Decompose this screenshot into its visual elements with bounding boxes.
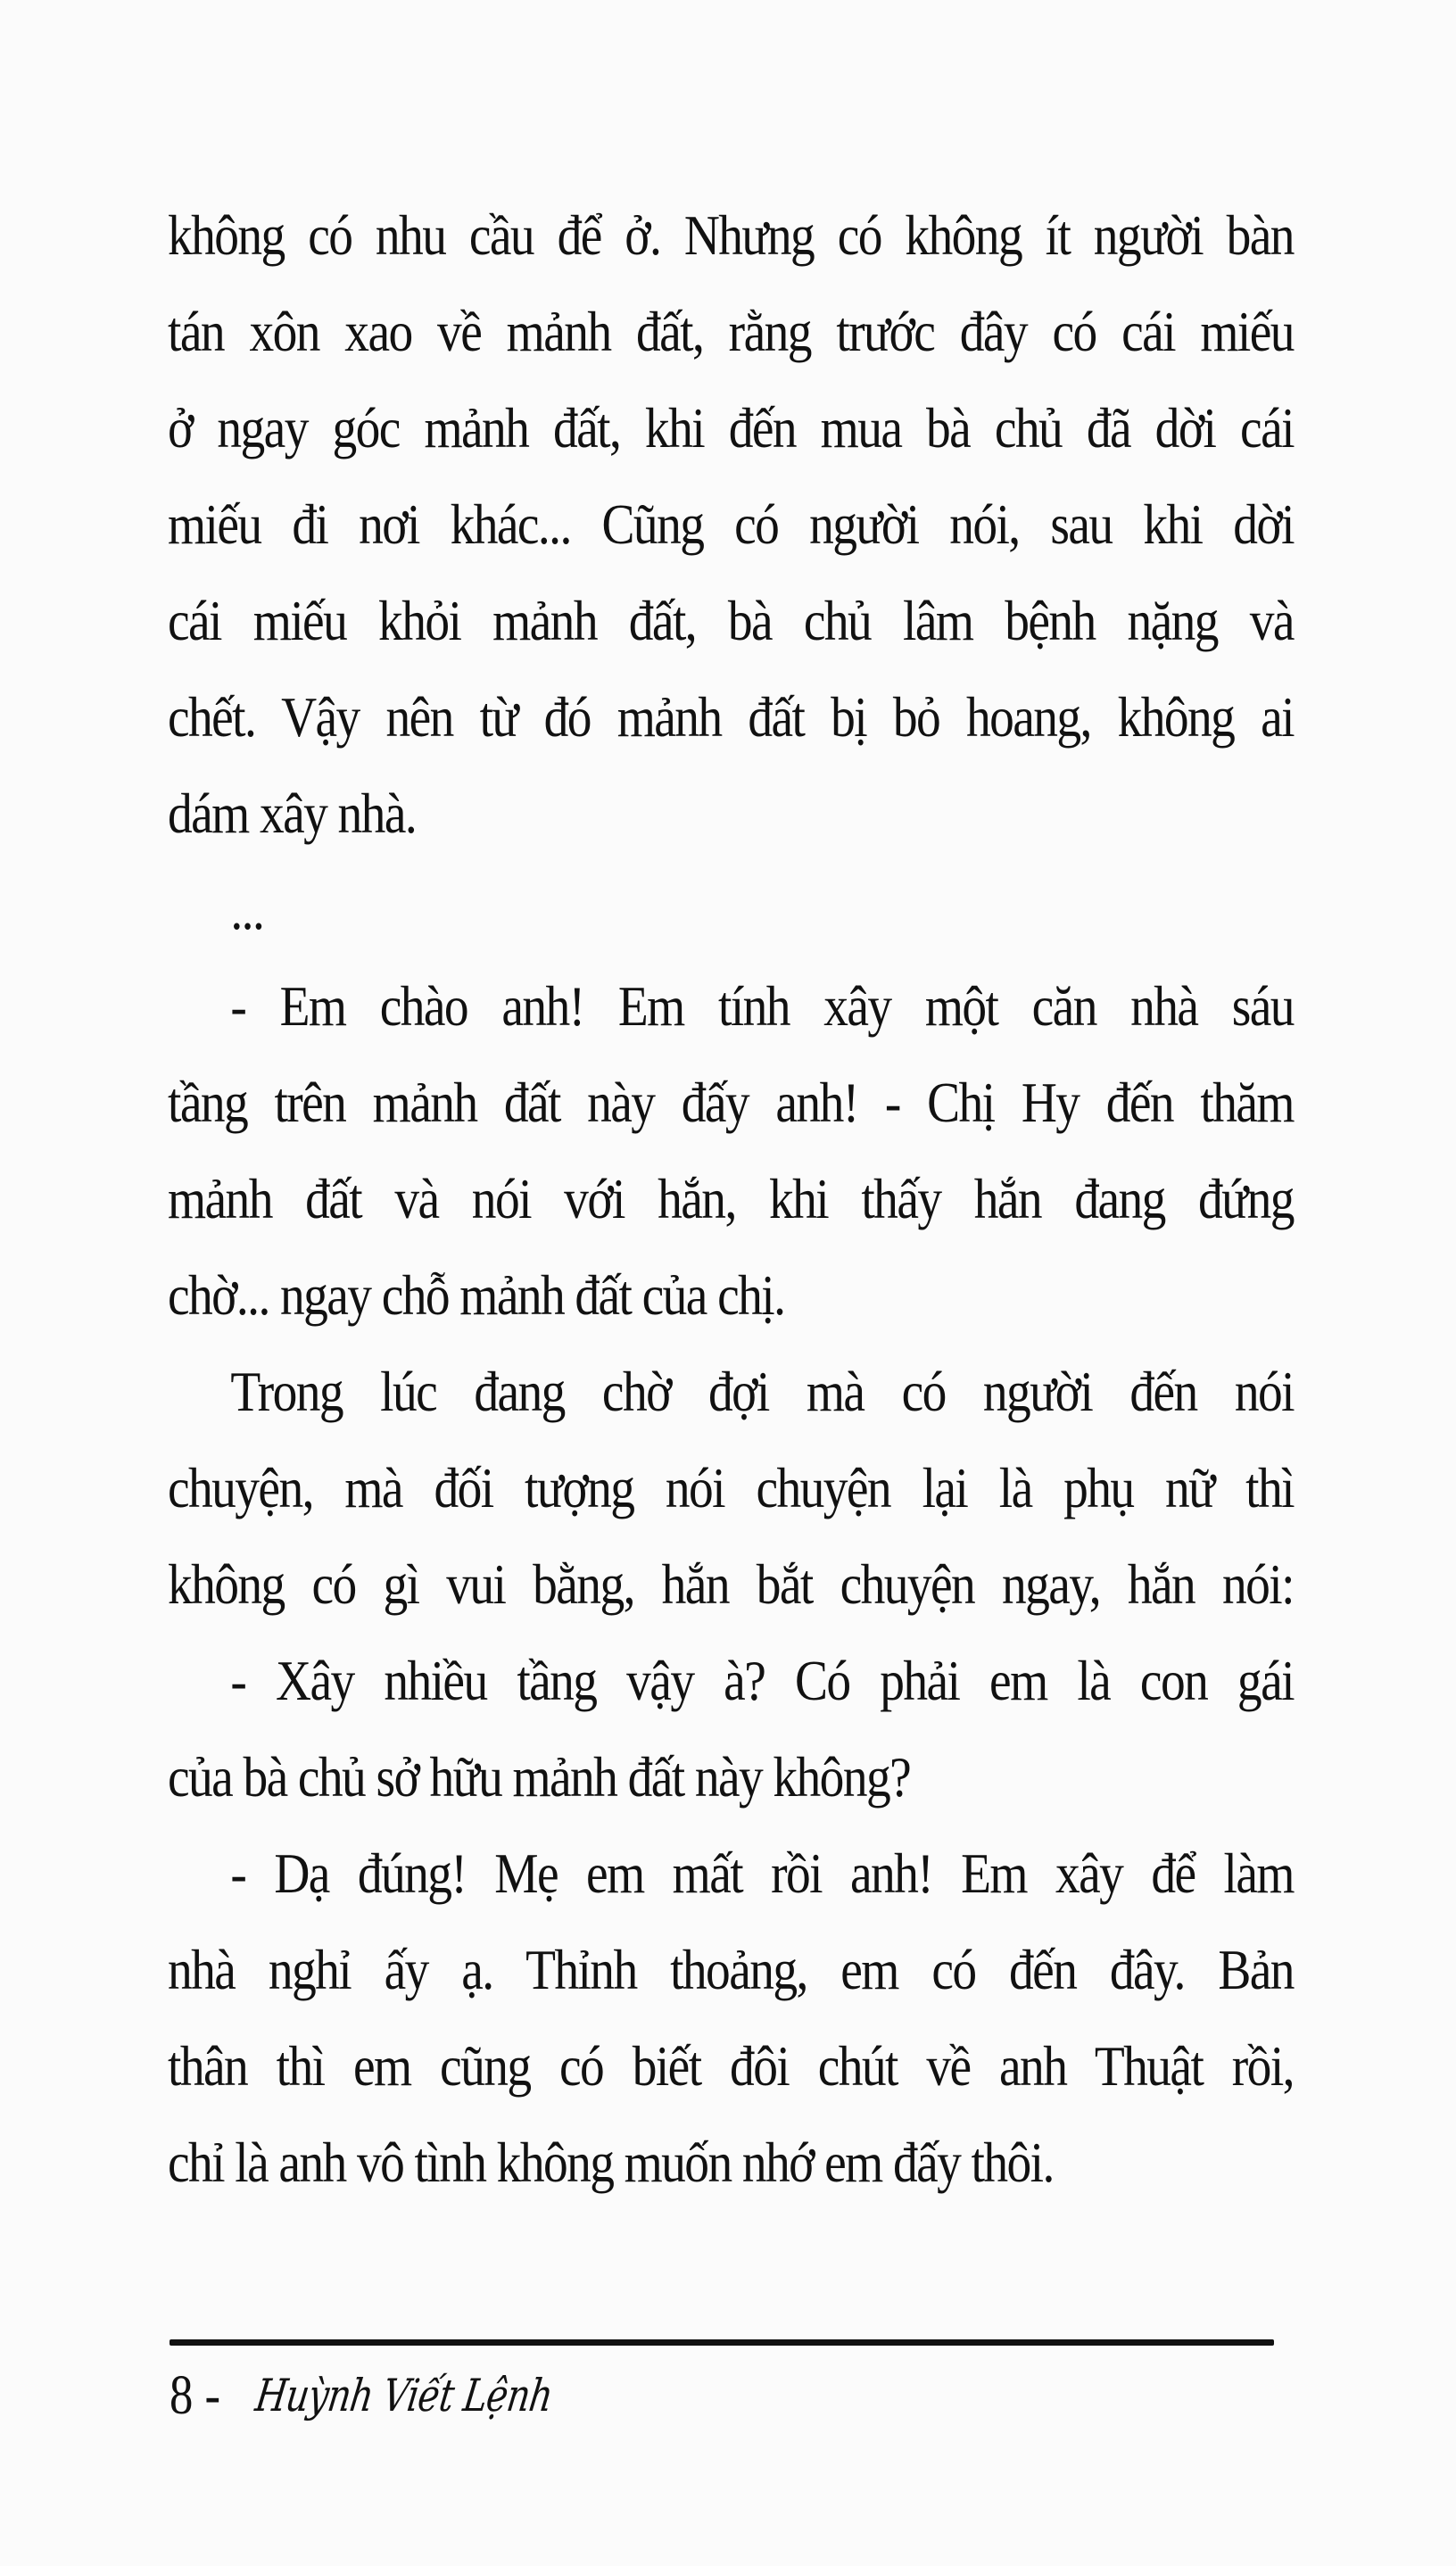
page-number: 8 - [170,2364,221,2426]
text-line: của bà chủ sở hữu mảnh đất này không? [168,1746,911,1809]
text-line: không có nhu cầu để ở. Nhưng có không ít người bàn [168,204,1294,267]
text-line: - Dạ đúng! Mẹ em mất rồi anh! Em xây để làm [230,1842,1294,1905]
text-line: ở ngay góc mảnh đất, khi đến mua bà chủ đã dời cái [168,397,1294,459]
text-line: tầng trên mảnh đất này đấy anh! - Chị Hy đến thăm [168,1072,1294,1134]
text-line: không có gì vui bằng, hắn bắt chuyện ngay, hắn nói: [168,1553,1294,1616]
text-line: cái miếu khỏi mảnh đất, bà chủ lâm bệnh nặng và [168,590,1294,652]
footer-divider [170,2339,1274,2346]
body-text [168,187,1294,2211]
text-line: chờ... ngay chỗ mảnh đất của chị. [168,1264,785,1327]
text-line: thân thì em cũng có biết đôi chút về anh Thuật rồi, [168,2035,1294,2098]
text-line: chết. Vậy nên từ đó mảnh đất bị bỏ hoang, không ai [168,686,1294,749]
text-line: chuyện, mà đối tượng nói chuyện lại là phụ nữ thì [168,1457,1294,1519]
text-line: mảnh đất và nói với hắn, khi thấy hắn đang đứng [168,1168,1294,1230]
text-line: Trong lúc đang chờ đợi mà có người đến nói [230,1361,1294,1423]
ellipsis-line: ... [230,879,264,941]
text-line: chỉ là anh vô tình không muốn nhớ em đấy thôi. [168,2131,1054,2194]
page-footer [170,2355,626,2436]
text-line: miếu đi nơi khác... Cũng có người nói, sau khi dời [168,493,1294,556]
text-line: dám xây nhà. [168,782,417,845]
text-line: - Xây nhiều tầng vậy à? Có phải em là con gái [230,1650,1294,1712]
text-line: tán xôn xao về mảnh đất, rằng trước đây có cái miếu [168,301,1294,363]
text-line: nhà nghỉ ấy ạ. Thỉnh thoảng, em có đến đây. Bản [168,1939,1294,2001]
text-line: - Em chào anh! Em tính xây một căn nhà sáu [230,975,1294,1038]
author-name: Huỳnh Viết Lệnh [252,2370,556,2421]
